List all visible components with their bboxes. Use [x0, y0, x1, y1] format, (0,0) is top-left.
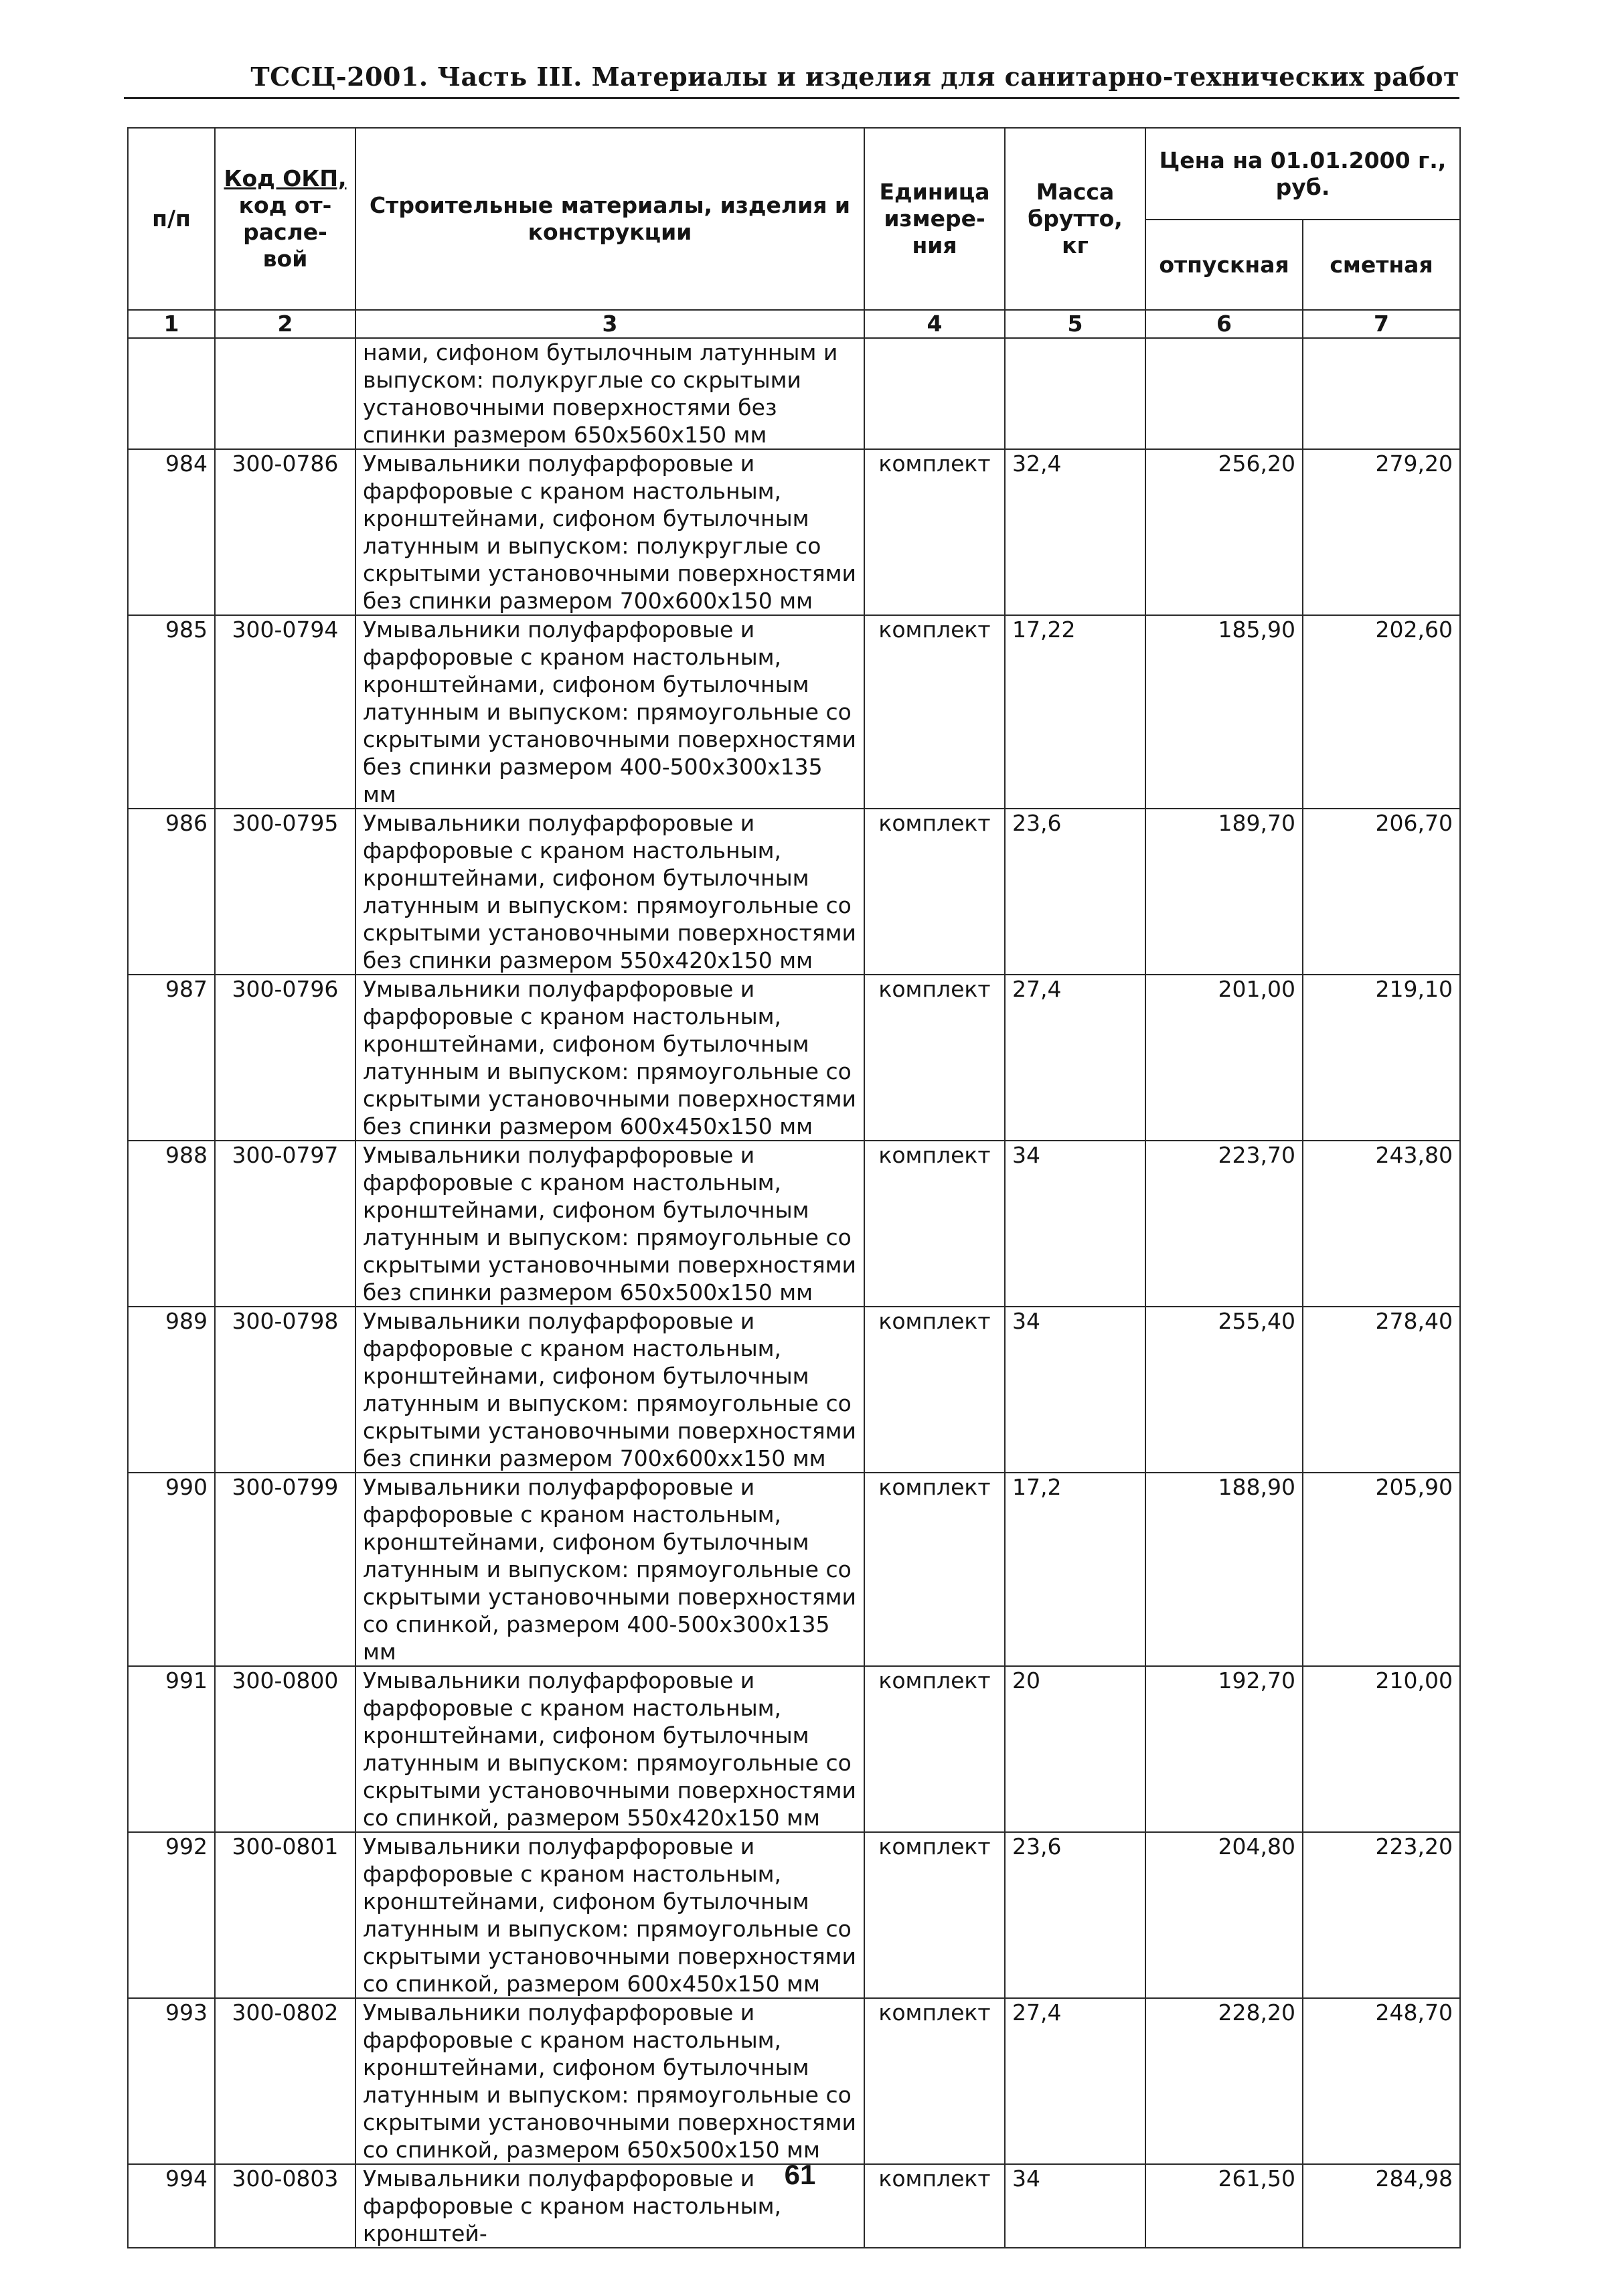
cell-code: [215, 338, 355, 449]
cell-unit: комплект: [864, 1473, 1005, 1666]
cell-desc: Умывальники полуфарфоровые и фарфоровые с краном настольным, кронштейнами, сифоном бутылочным латунным и выпуском: полукруглые со скрытыми установочными поверхностями без спинки размером 700х600х150 мм: [355, 449, 864, 615]
cell-mass: 23,6: [1005, 1832, 1145, 1998]
cell-desc: Умывальники полуфарфоровые и фарфоровые с краном настольным, кронштейнами, сифоном бутылочным латунным и выпуском: прямоугольные со скрытыми установочными поверхностями без спинки размером 700х600хх150 мм: [355, 1307, 864, 1473]
cell-num: [128, 338, 215, 449]
cell-price-release: 201,00: [1145, 975, 1303, 1141]
cell-num: 988: [128, 1141, 215, 1307]
table-row: [128, 975, 1460, 1141]
cell-price-release: 204,80: [1145, 1832, 1303, 1998]
cell-price-estimate: 248,70: [1303, 1998, 1460, 2164]
cell-desc: Умывальники полуфарфоровые и фарфоровые с краном настольным, кронштейнами, сифоном бутылочным латунным и выпуском: прямоугольные со скрытыми установочными поверхностями со спинкой, размером 400-500х300х135 мм: [355, 1473, 864, 1666]
cell-num: 984: [128, 449, 215, 615]
cell-num: 994: [128, 2164, 215, 2248]
cell-price-release: 261,50: [1145, 2164, 1303, 2248]
cell-price-release: 189,70: [1145, 809, 1303, 975]
cell-price-estimate: 243,80: [1303, 1141, 1460, 1307]
cell-price-estimate: [1303, 338, 1460, 449]
cell-price-estimate: 278,40: [1303, 1307, 1460, 1473]
cell-unit: комплект: [864, 2164, 1005, 2248]
column-number: 3: [355, 310, 864, 338]
cell-price-release: 255,40: [1145, 1307, 1303, 1473]
cell-desc: Умывальники полуфарфоровые и фарфоровые с краном настольным, кронштейнами, сифоном бутылочным латунным и выпуском: прямоугольные со скрытыми установочными поверхностями со спинкой, размером 600х450х150 мм: [355, 1832, 864, 1998]
cell-desc: Умывальники полуфарфоровые и фарфоровые с краном настольным, кронштейнами, сифоном бутылочным латунным и выпуском: прямоугольные со скрытыми установочными поверхностями без спинки размером 650х500х150 мм: [355, 1141, 864, 1307]
cell-num: 989: [128, 1307, 215, 1473]
cell-price-estimate: 219,10: [1303, 975, 1460, 1141]
cell-unit: комплект: [864, 449, 1005, 615]
cell-code: 300-0798: [215, 1307, 355, 1473]
cell-desc: Умывальники полуфарфоровые и фарфоровые с краном настольным, кронштейнами, сифоном бутылочным латунным и выпуском: прямоугольные со скрытыми установочными поверхностями без спинки размером 550х420х150 мм: [355, 809, 864, 975]
page-number: 61: [784, 2159, 816, 2190]
cell-desc: Умывальники полуфарфоровые и фарфоровые с краном настольным, кронштейнами, сифоном бутылочным латунным и выпуском: прямоугольные со скрытыми установочными поверхностями со спинкой, размером 650х500х150 мм: [355, 1998, 864, 2164]
cell-price-estimate: 284,98: [1303, 2164, 1460, 2248]
table-row: [128, 615, 1460, 809]
header-code-branch: код от-расле-вой: [238, 192, 332, 272]
cell-code: 300-0802: [215, 1998, 355, 2164]
cell-unit: комплект: [864, 809, 1005, 975]
cell-mass: 27,4: [1005, 1998, 1145, 2164]
cell-num: 991: [128, 1666, 215, 1832]
table-row: [128, 1832, 1460, 1998]
cell-mass: 34: [1005, 1307, 1145, 1473]
header-code-okp: Код ОКП,: [224, 165, 347, 191]
table-row: [128, 809, 1460, 975]
cell-desc: Умывальники полуфарфоровые и фарфоровые с краном настольным, кронштейнами, сифоном бутылочным латунным и выпуском: прямоугольные со скрытыми установочными поверхностями без спинки размером 400-500х300х135 мм: [355, 615, 864, 809]
cell-mass: [1005, 338, 1145, 449]
cell-mass: 34: [1005, 2164, 1145, 2248]
header-mass: Масса брутто, кг: [1005, 128, 1145, 310]
cell-price-estimate: 279,20: [1303, 449, 1460, 615]
table-row: [128, 1998, 1460, 2164]
cell-price-release: 188,90: [1145, 1473, 1303, 1666]
cell-code: 300-0794: [215, 615, 355, 809]
cell-unit: комплект: [864, 1307, 1005, 1473]
column-number: 5: [1005, 310, 1145, 338]
header-price-group: Цена на 01.01.2000 г., руб.: [1145, 128, 1460, 220]
column-number: 1: [128, 310, 215, 338]
cell-unit: [864, 338, 1005, 449]
header-num: п/п: [128, 128, 215, 310]
cell-num: 985: [128, 615, 215, 809]
cell-unit: комплект: [864, 1832, 1005, 1998]
cell-desc: Умывальники полуфарфоровые и фарфоровые с краном настольным, кронштейнами, сифоном бутылочным латунным и выпуском: прямоугольные со скрытыми установочными поверхностями со спинкой, размером 550х420х150 мм: [355, 1666, 864, 1832]
header-code: [215, 128, 355, 310]
table-row: [128, 1141, 1460, 1307]
table-row: [128, 1307, 1460, 1473]
cell-price-estimate: 206,70: [1303, 809, 1460, 975]
cell-desc: нами, сифоном бутылочным латунным и выпуском: полукруглые со скрытыми установочными поверхностями без спинки размером 650х560х150 мм: [355, 338, 864, 449]
table-row: [128, 1666, 1460, 1832]
column-number: 7: [1303, 310, 1460, 338]
cell-mass: 23,6: [1005, 809, 1145, 975]
cell-price-estimate: 210,00: [1303, 1666, 1460, 1832]
cell-price-release: [1145, 338, 1303, 449]
cell-num: 990: [128, 1473, 215, 1666]
table-body: [128, 310, 1460, 2248]
cell-mass: 17,22: [1005, 615, 1145, 809]
cell-code: 300-0797: [215, 1141, 355, 1307]
cell-code: 300-0799: [215, 1473, 355, 1666]
column-number: 2: [215, 310, 355, 338]
continuation-row: [128, 338, 1460, 449]
header-unit: Единица измере-ния: [864, 128, 1005, 310]
cell-unit: комплект: [864, 1998, 1005, 2164]
cell-price-estimate: 202,60: [1303, 615, 1460, 809]
header-price-release: отпускная: [1145, 220, 1303, 310]
cell-code: 300-0800: [215, 1666, 355, 1832]
cell-mass: 34: [1005, 1141, 1145, 1307]
cell-mass: 20: [1005, 1666, 1145, 1832]
cell-price-estimate: 223,20: [1303, 1832, 1460, 1998]
cell-mass: 27,4: [1005, 975, 1145, 1141]
cell-num: 992: [128, 1832, 215, 1998]
cell-unit: комплект: [864, 1141, 1005, 1307]
table-row: [128, 449, 1460, 615]
cell-price-release: 228,20: [1145, 1998, 1303, 2164]
table-row: [128, 1473, 1460, 1666]
cell-code: 300-0796: [215, 975, 355, 1141]
materials-price-table: [127, 127, 1461, 2248]
page-header: ТССЦ-2001. Часть III. Материалы и изделия для санитарно-технических работ: [124, 57, 1459, 99]
cell-code: 300-0803: [215, 2164, 355, 2248]
cell-price-release: 185,90: [1145, 615, 1303, 809]
column-number-row: [128, 310, 1460, 338]
header-desc: Строительные материалы, изделия и конструкции: [355, 128, 864, 310]
column-number: 6: [1145, 310, 1303, 338]
cell-num: 993: [128, 1998, 215, 2164]
cell-code: 300-0801: [215, 1832, 355, 1998]
cell-unit: комплект: [864, 975, 1005, 1141]
cell-price-release: 223,70: [1145, 1141, 1303, 1307]
cell-mass: 32,4: [1005, 449, 1145, 615]
cell-num: 987: [128, 975, 215, 1141]
cell-unit: комплект: [864, 615, 1005, 809]
column-number: 4: [864, 310, 1005, 338]
table-header: [128, 128, 1460, 310]
cell-mass: 17,2: [1005, 1473, 1145, 1666]
cell-code: 300-0795: [215, 809, 355, 975]
cell-unit: комплект: [864, 1666, 1005, 1832]
cell-desc: Умывальники полуфарфоровые и фарфоровые с краном настольным, кронштей-: [355, 2164, 864, 2248]
cell-price-release: 256,20: [1145, 449, 1303, 615]
cell-price-estimate: 205,90: [1303, 1473, 1460, 1666]
cell-desc: Умывальники полуфарфоровые и фарфоровые с краном настольным, кронштейнами, сифоном бутылочным латунным и выпуском: прямоугольные со скрытыми установочными поверхностями без спинки размером 600х450х150 мм: [355, 975, 864, 1141]
header-price-estimate: сметная: [1303, 220, 1460, 310]
cell-num: 986: [128, 809, 215, 975]
cell-code: 300-0786: [215, 449, 355, 615]
cell-price-release: 192,70: [1145, 1666, 1303, 1832]
